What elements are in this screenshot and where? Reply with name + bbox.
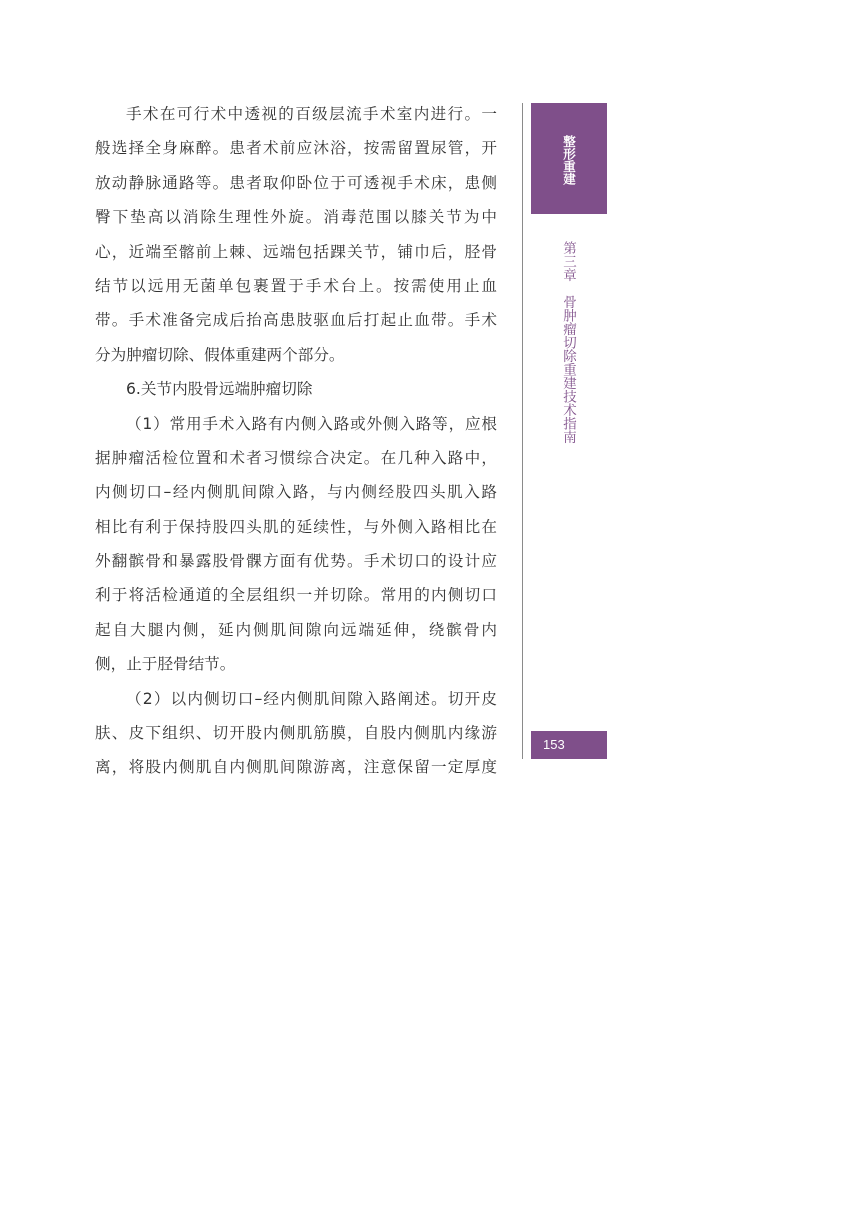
body-line: 肤、皮下组织、切开股内侧肌筋膜，自股内侧肌内缘游 [95, 724, 497, 743]
section-tab-label: 整形重建 [561, 135, 577, 185]
body-line: 外翻髌骨和暴露股骨髁方面有优势。手术切口的设计应 [95, 552, 497, 571]
page-number-box [531, 731, 607, 759]
section-tab [531, 103, 607, 214]
body-line: 利于将活检通道的全层组织一并切除。常用的内侧切口 [95, 586, 497, 605]
body-line: 手术在可行术中透视的百级层流手术室内进行。一 [126, 105, 497, 123]
body-line: （2）以内侧切口–经内侧肌间隙入路阐述。切开皮 [126, 689, 497, 708]
body-line: 6.关节内股骨远端肿瘤切除 [126, 380, 313, 399]
body-text [95, 97, 497, 785]
body-line: 般选择全身麻醉。患者术前应沐浴，按需留置尿管，开 [95, 139, 497, 158]
body-line: 离，将股内侧肌自内侧肌间隙游离，注意保留一定厚度 [95, 758, 497, 777]
body-line: 起自大腿内侧，延内侧肌间隙向远端延伸，绕髌骨内 [95, 620, 497, 639]
body-line: 分为肿瘤切除、假体重建两个部分。 [95, 345, 345, 364]
body-line: （1）常用手术入路有内侧入路或外侧入路等，应根 [126, 414, 497, 433]
body-line: 臀下垫高以消除生理性外旋。消毒范围以膝关节为中 [95, 208, 497, 227]
body-line: 据肿瘤活检位置和术者习惯综合决定。在几种入路中， [95, 448, 497, 467]
body-line: 带。手术准备完成后抬高患肢驱血后打起止血带。手术 [95, 311, 497, 330]
body-line: 侧，止于胫骨结节。 [95, 655, 236, 674]
body-line: 心，近端至髂前上棘、远端包括踝关节，铺巾后，胫骨 [95, 242, 497, 261]
body-line: 相比有利于保持股四头肌的延续性，与外侧入路相比在 [95, 517, 497, 536]
body-line: 内侧切口–经内侧肌间隙入路，与内侧经股四头肌入路 [95, 483, 497, 502]
page-number: 153 [543, 737, 565, 752]
margin-rule [522, 103, 523, 759]
body-line: 放动静脉通路等。患者取仰卧位于可透视手术床，患侧 [95, 173, 497, 192]
body-line: 结节以远用无菌单包裹置于手术台上。按需使用止血 [95, 276, 497, 295]
chapter-title: 第三章 骨肿瘤切除重建技术指南 [560, 241, 576, 444]
